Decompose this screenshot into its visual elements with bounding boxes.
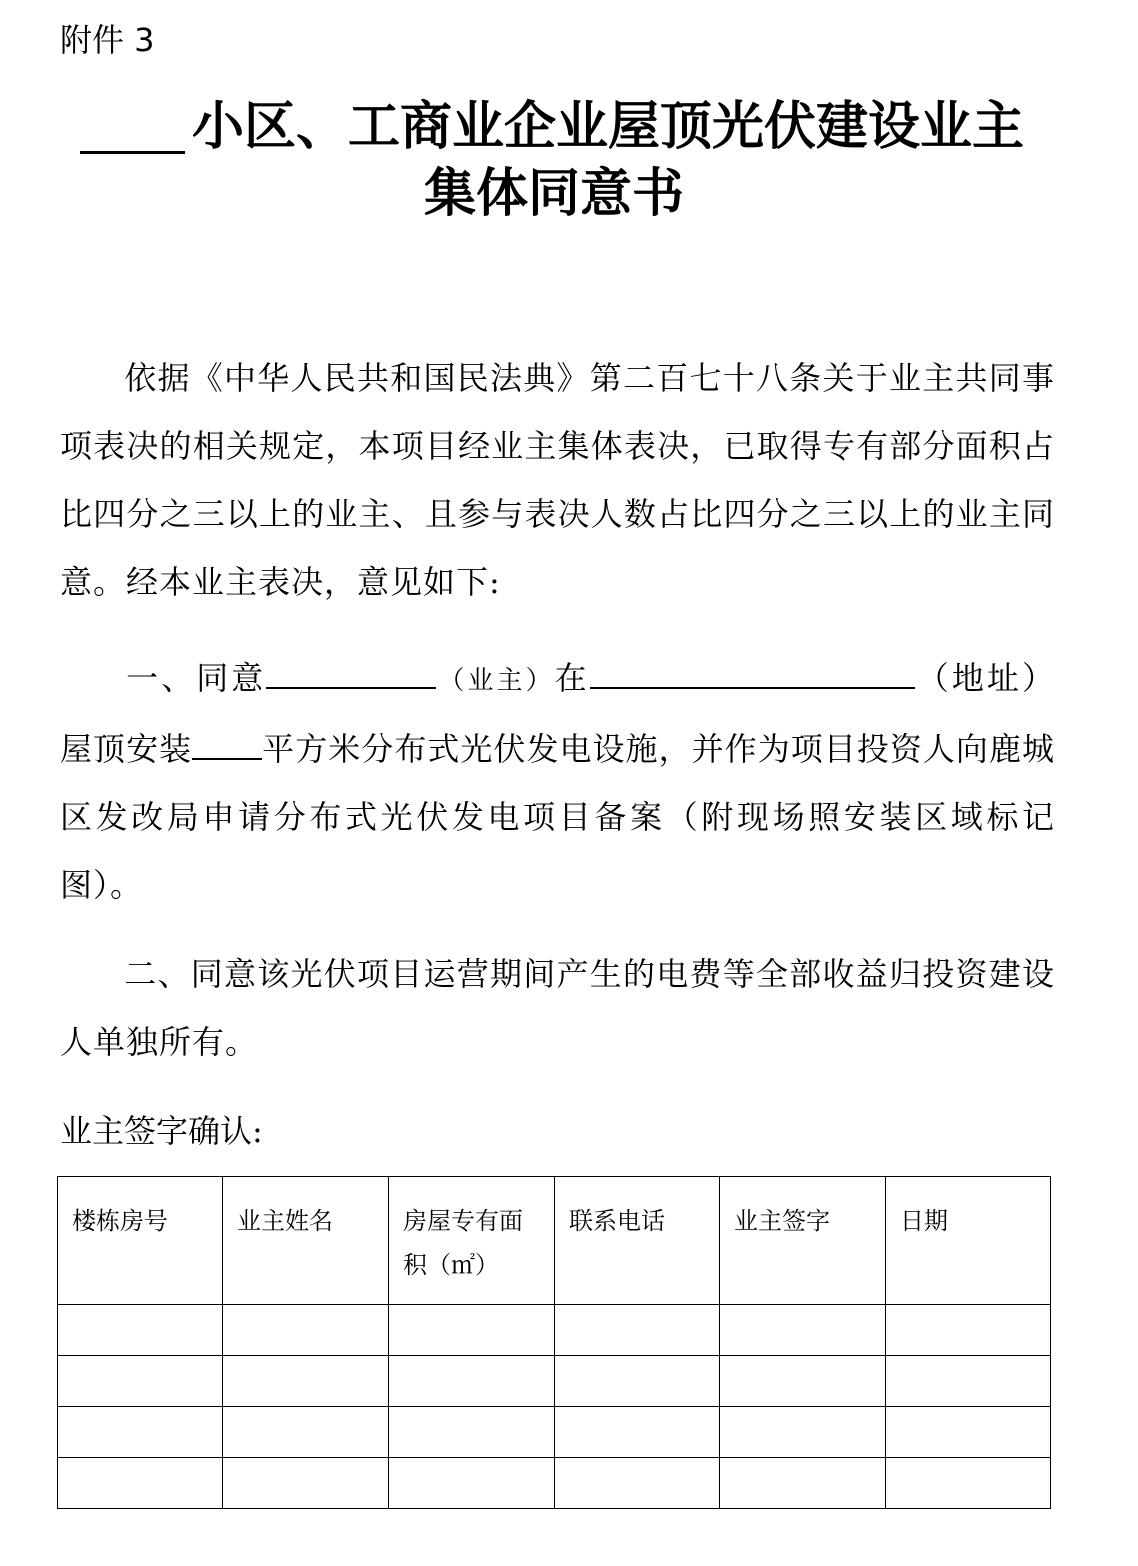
item-two-paragraph xyxy=(60,940,1055,1076)
table-row xyxy=(58,1407,1051,1458)
table-cell[interactable] xyxy=(58,1407,223,1458)
table-cell[interactable] xyxy=(720,1356,886,1407)
title-text-line2: 集体同意书 xyxy=(424,164,685,224)
table-cell[interactable] xyxy=(555,1305,720,1356)
address-blank xyxy=(590,659,915,689)
header-owner-name: 业主姓名 xyxy=(223,1177,389,1305)
owner-blank xyxy=(266,659,436,689)
item-one-paragraph xyxy=(60,644,1055,919)
intro-text: 依据《中华人民共和国民法典》第二百七十八条关于业主共同事项表决的相关规定，本项目经业主集体表决，已取得专有部分面积占比四分之三以上的业主、且参与表决人数占比四分之三以上的业主同意。经本业主表决，意见如下: xyxy=(60,359,1055,601)
item-one-rest: 平方米分布式光伏发电设施，并作为项目投资人向鹿城区发改局申请分布式光伏发电项目备案（附现场照安装区域标记图）。 xyxy=(60,730,1055,904)
signature-table xyxy=(57,1176,1051,1509)
table-row xyxy=(58,1356,1051,1407)
table-cell[interactable] xyxy=(389,1407,555,1458)
table-cell[interactable] xyxy=(389,1356,555,1407)
item-two-text: 二、同意该光伏项目运营期间产生的电费等全部收益归投资建设人单独所有。 xyxy=(60,955,1055,1061)
title-name-blank xyxy=(80,151,185,154)
table-cell[interactable] xyxy=(886,1458,1051,1509)
title-text-line1: 小区、工商业企业屋顶光伏建设业主 xyxy=(192,97,1025,157)
table-cell[interactable] xyxy=(720,1305,886,1356)
address-paren: （地址） xyxy=(914,659,1055,697)
header-owner-signature: 业主签字 xyxy=(720,1177,886,1305)
table-cell[interactable] xyxy=(223,1356,389,1407)
table-cell[interactable] xyxy=(555,1356,720,1407)
table-body xyxy=(58,1305,1051,1509)
intro-paragraph xyxy=(60,344,1055,616)
table-cell[interactable] xyxy=(223,1305,389,1356)
area-blank xyxy=(192,730,262,760)
table-cell[interactable] xyxy=(223,1407,389,1458)
table-cell[interactable] xyxy=(58,1305,223,1356)
table-row xyxy=(58,1305,1051,1356)
header-building-room: 楼栋房号 xyxy=(58,1177,223,1305)
table-cell[interactable] xyxy=(58,1356,223,1407)
item-one-at: 在 xyxy=(554,659,590,697)
table-cell[interactable] xyxy=(886,1305,1051,1356)
header-area: 房屋专有面积（㎡） xyxy=(389,1177,555,1305)
header-date: 日期 xyxy=(886,1177,1051,1305)
table-cell[interactable] xyxy=(720,1458,886,1509)
table-cell[interactable] xyxy=(886,1407,1051,1458)
attachment-label: 附件 3 xyxy=(60,21,155,59)
owner-paren: （业主） xyxy=(436,666,555,696)
table-header-row xyxy=(58,1177,1051,1305)
table-cell[interactable] xyxy=(555,1458,720,1509)
table-cell[interactable] xyxy=(58,1458,223,1509)
table-cell[interactable] xyxy=(389,1458,555,1509)
table-cell[interactable] xyxy=(886,1356,1051,1407)
table-cell[interactable] xyxy=(389,1305,555,1356)
item-one-middle: 屋顶安装 xyxy=(60,730,193,768)
signature-label: 业主签字确认: xyxy=(60,1112,263,1150)
table-row xyxy=(58,1458,1051,1509)
table-cell[interactable] xyxy=(555,1407,720,1458)
table-cell[interactable] xyxy=(223,1458,389,1509)
table-cell[interactable] xyxy=(720,1407,886,1458)
item-one-prefix: 一、同意 xyxy=(124,659,267,697)
header-phone: 联系电话 xyxy=(555,1177,720,1305)
